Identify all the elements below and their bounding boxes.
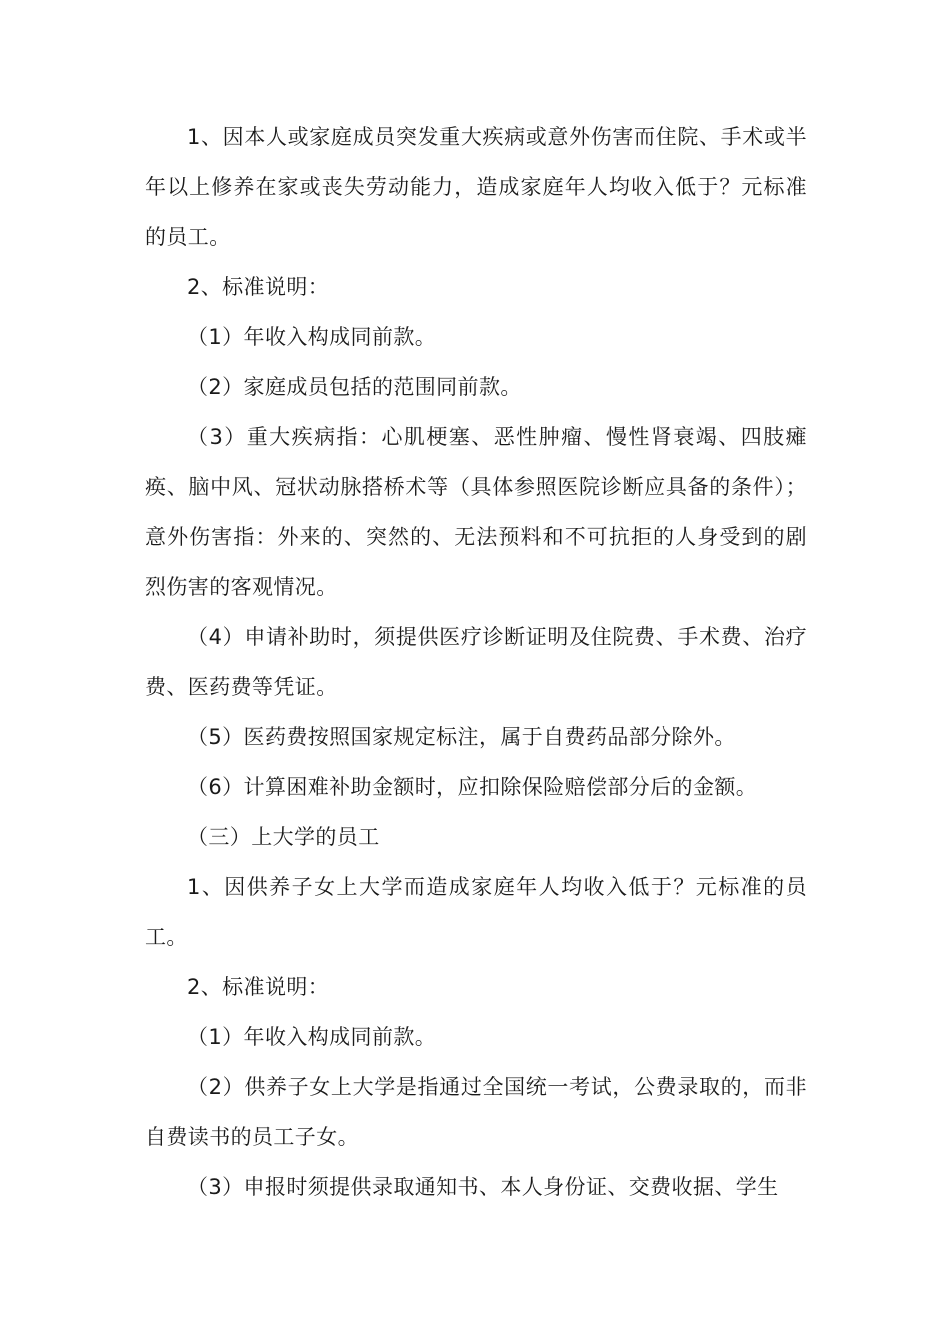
paragraph-insurance-deduction: （6）计算困难补助金额时，应扣除保险赔偿部分后的金额。 — [187, 775, 758, 799]
paragraph-family-scope: （2）家庭成员包括的范围同前款。 — [187, 375, 522, 399]
paragraph-medical-fee-rule: （5）医药费按照国家规定标注，属于自费药品部分除外。 — [187, 725, 736, 749]
paragraph-disease-definition: （3）重大疾病指：心肌梗塞、恶性肿瘤、慢性肾衰竭、四肢瘫痪、脑中风、冠状动脉搭桥术等（具体参照医院诊断应具备的条件）；意外伤害指：外来的、突然的、无法预料和不可抗拒的人身受到的剧烈伤害的客观情况。 — [145, 425, 807, 599]
paragraph-application-proof: （4）申请补助时，须提供医疗诊断证明及住院费、手术费、治疗费、医药费等凭证。 — [145, 625, 807, 699]
paragraph-illness-criteria: 1、因本人或家庭成员突发重大疾病或意外伤害而住院、手术或半年以上修养在家或丧失劳动能力，造成家庭年人均收入低于？元标准的员工。 — [145, 125, 807, 249]
paragraph-income-composition-2: （1）年收入构成同前款。 — [187, 1025, 437, 1049]
document-body — [145, 112, 807, 1212]
paragraph-college-documents: （3）申报时须提供录取通知书、本人身份证、交费收据、学生 — [187, 1175, 779, 1199]
section-heading-college: （三）上大学的员工 — [187, 825, 380, 849]
paragraph-standard-heading-1: 2、标准说明： — [187, 275, 330, 299]
paragraph-college-definition: （2）供养子女上大学是指通过全国统一考试，公费录取的，而非自费读书的员工子女。 — [145, 1075, 807, 1149]
paragraph-standard-heading-2: 2、标准说明： — [187, 975, 330, 999]
paragraph-college-criteria: 1、因供养子女上大学而造成家庭年人均收入低于？元标准的员工。 — [145, 875, 807, 949]
paragraph-income-composition-1: （1）年收入构成同前款。 — [187, 325, 437, 349]
